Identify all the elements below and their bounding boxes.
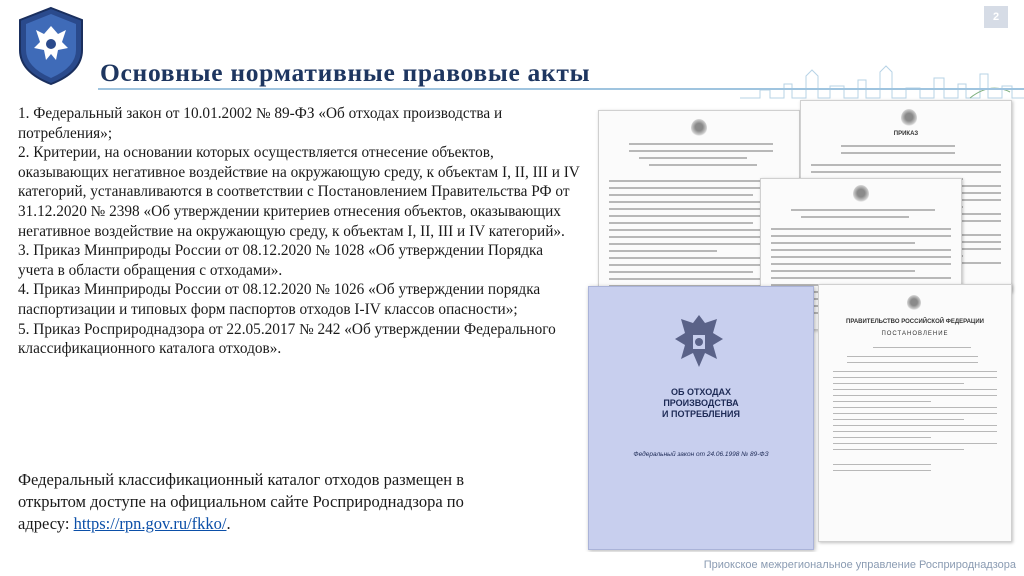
acts-list bbox=[18, 104, 580, 359]
act-item-1: 1. Федеральный закон от 10.01.2002 № 89-ФЗ «Об отходах производства и потребления»; bbox=[18, 105, 503, 142]
fkko-note bbox=[18, 469, 518, 535]
page-title: Основные нормативные правовые акты bbox=[100, 58, 591, 88]
fkko-note-text: Федеральный классификационный каталог отходов размещен в открытом доступе на официальном сайте Росприроднадзора по адресу: bbox=[18, 470, 464, 533]
footer bbox=[0, 552, 1024, 576]
act-item-5: 5. Приказ Росприроднадзора от 22.05.2017 № 242 «Об утверждении Федерального классификационного каталога отходов». bbox=[18, 320, 556, 358]
booklet-title bbox=[589, 387, 813, 420]
decree-type: ПОСТАНОВЛЕНИЕ bbox=[881, 331, 949, 337]
act-item-4: 4. Приказ Минприроды России от 08.12.2020 № 1026 «Об утверждении порядка паспортизации и типовых форм паспортов отходов I-IV классов опасности»; bbox=[18, 281, 541, 318]
coat-of-arms-icon bbox=[667, 311, 731, 375]
page-number: 2 bbox=[984, 6, 1008, 28]
booklet-title-line-1: ОБ ОТХОДАХ bbox=[670, 387, 732, 397]
decree-header: ПРАВИТЕЛЬСТВО РОССИЙСКОЙ ФЕДЕРАЦИИ bbox=[846, 319, 984, 325]
skyline-decoration-icon bbox=[740, 62, 1024, 102]
header-divider bbox=[98, 88, 1024, 90]
act-item-3: 3. Приказ Минприроды России от 08.12.2020 № 1028 «Об утверждении Порядка учета в области обращения с отходами». bbox=[18, 242, 544, 279]
booklet-title-line-2: ПРОИЗВОДСТВА bbox=[663, 398, 739, 408]
footer-organization: Приокское межрегиональное управление Росприроднадзора bbox=[703, 559, 1016, 571]
law-booklet-image bbox=[588, 286, 814, 550]
booklet-title-line-3: И ПОТРЕБЛЕНИЯ bbox=[662, 409, 740, 419]
order-type: ПРИКАЗ bbox=[893, 131, 919, 137]
government-decree-image bbox=[818, 284, 1012, 542]
rosprirodnadzor-logo-icon bbox=[16, 6, 86, 86]
fkko-link[interactable]: https://rpn.gov.ru/fkko/ bbox=[73, 514, 227, 533]
fkko-note-end: . bbox=[226, 514, 231, 533]
booklet-subtitle: Федеральный закон от 24.06.1998 № 89-ФЗ bbox=[633, 451, 769, 458]
act-item-2: 2. Критерии, на основании которых осуществляется отнесение объектов, оказывающих негативное воздействие на окружающую среду, к объектам I, II, III и IV категорий, устанавливаются в соответствии с Постановлением Правительства РФ от 31.12.2020 № 2398 «Об утверждении критериев отнесения объектов, оказывающих негативное воздействие на окружающую среду, к объектам I, II, III и IV категорий». bbox=[18, 144, 580, 240]
